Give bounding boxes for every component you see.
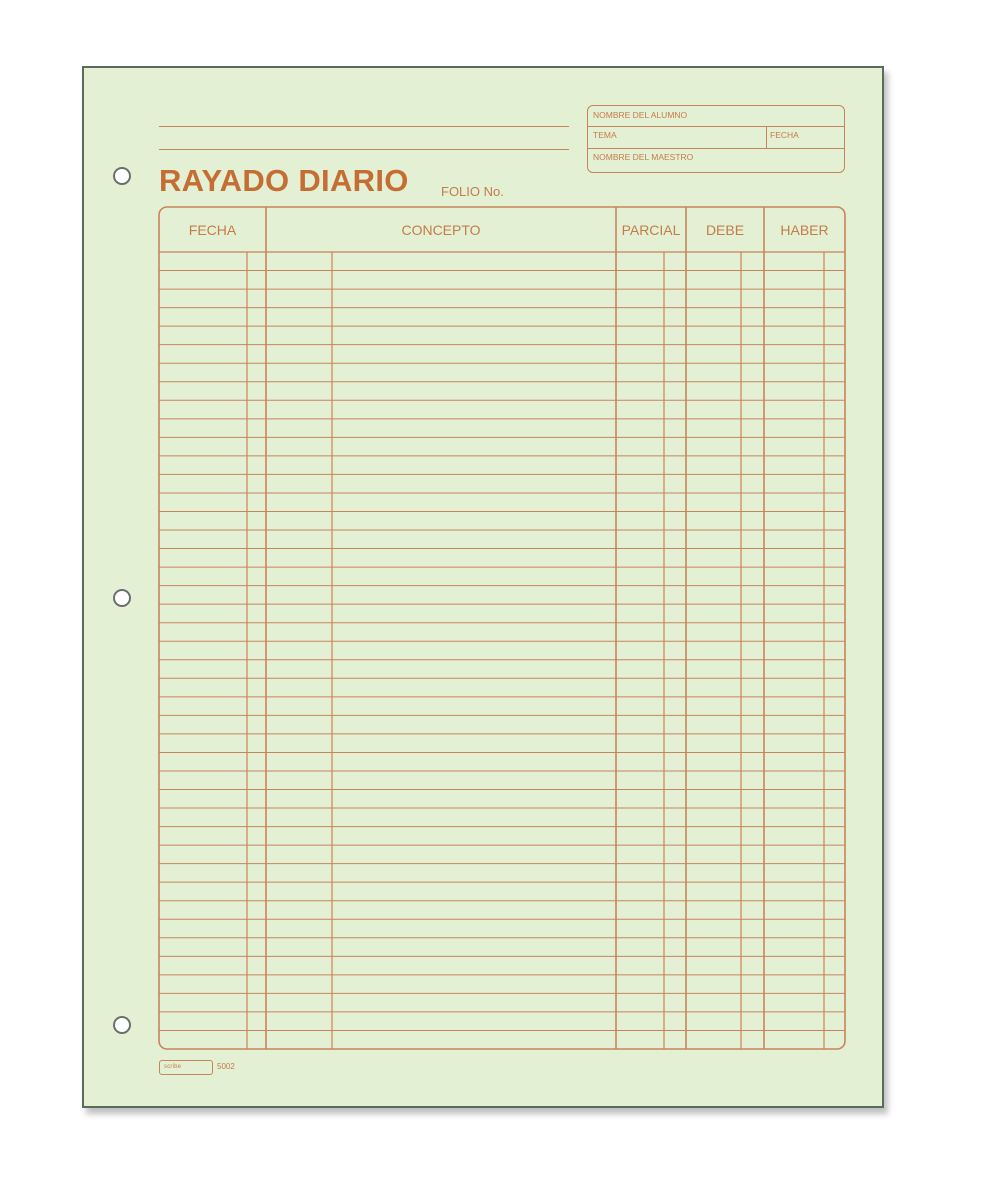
column-header-haber: HABER [780,222,829,238]
journal-sheet [82,66,884,1108]
student-name-label: NOMBRE DEL ALUMNO [593,110,688,120]
teacher-name-label: NOMBRE DEL MAESTRO [593,152,694,162]
column-header-debe: DEBE [705,222,745,238]
form-title: RAYADO DIARIO [159,163,409,198]
date-label: FECHA [770,130,799,140]
brand-logo: scribe [159,1060,213,1075]
column-header-parcial: PARCIAL [621,222,681,238]
product-code: 5002 [217,1062,235,1071]
topic-label: TEMA [593,130,617,140]
folio-label: FOLIO No. [441,184,504,199]
column-header-concepto: CONCEPTO [401,222,481,238]
table-border [159,207,845,1049]
column-header-fecha: FECHA [188,222,237,238]
